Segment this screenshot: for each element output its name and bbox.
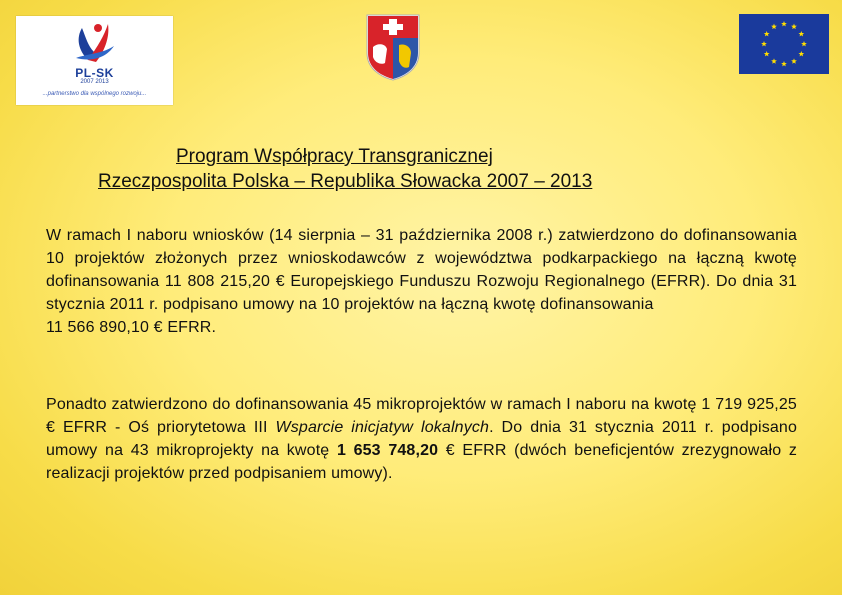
program-name: PL-SK [75,66,114,80]
eu-star-icon [798,31,804,36]
eu-flag [739,14,829,74]
podkarpackie-crest-icon [365,13,421,81]
paragraph1-line: do dofinansowania 10 projektów złożonych przez wnioskodawców z województwa [46,227,797,267]
eu-star-icon [761,41,767,46]
title-line-2: Rzeczpospolita Polska – Republika Słowacka 2007 – 2013 [98,171,593,192]
paragraph2-text: Ponadto zatwierdzono do dofinansowania 45 mikroprojektów w ramach I naboru na kwotę 1 719 925,25 € EFRR - Oś priorytetowa III [46,396,797,436]
paragraph1-line: podkarpackiego na łączną kwotę dofinansowania 11 808 215,20 € Europejskiego [46,250,797,290]
eu-star-icon [764,31,770,36]
eu-star-icon [781,21,787,26]
eu-star-icon [791,24,797,29]
eu-flag-icon [739,14,829,74]
paragraph1-line: Funduszu Rozwoju Regionalnego (EFRR). Do dnia 31 stycznia 2011 r. podpisano [46,273,798,313]
priority-axis-name: Wsparcie inicjatyw lokalnych [275,419,490,436]
paragraph-microprojects [46,393,797,485]
title-line-1: Program Współpracy Transgranicznej [176,146,493,167]
eu-star-icon [771,58,777,63]
paragraph1-line: W ramach I naboru wniosków (14 sierpnia – 31 października 2008 r.) zatwierdzono [46,227,655,244]
program-tagline: ...partnerstwo dla wspólnego rozwoju... [42,91,147,97]
program-years: 2007 2013 [80,79,109,85]
paragraph2-text: . Do dnia 31 stycznia 2011 r. podpisano umowy na 43 mikroprojekty na kwotę [46,419,797,459]
eu-star-icon [771,24,777,29]
paragraph1-line: umowy na 10 projektów na łączną kwotę dofinansowania [242,296,654,313]
eu-star-icon [764,51,770,56]
paragraph2-text: € EFRR (dwóch beneficjentów zrezygnowało z realizacji projektów przed podpisaniem umowy). [46,442,798,482]
paragraph-first-call [46,224,797,339]
eu-star-icon [798,51,804,56]
signed-amount: 1 653 748,20 [336,442,439,459]
eu-star-icon [801,41,807,46]
pl-sk-program-logo [16,16,173,105]
eu-star-icon [781,61,787,66]
eu-star-icon [791,58,797,63]
paragraph1-line: 11 566 890,10 € EFRR. [46,319,217,336]
